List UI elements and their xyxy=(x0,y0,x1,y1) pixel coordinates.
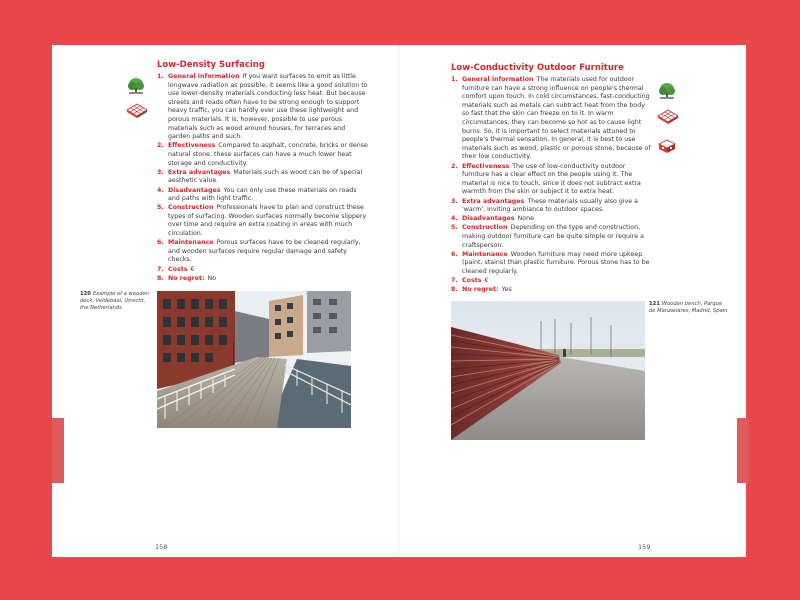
section-title: Low-Conductivity Outdoor Furniture xyxy=(451,63,624,73)
item-number: 7. xyxy=(157,265,164,273)
item-number: 7. xyxy=(451,277,458,285)
item-label: General information xyxy=(462,76,534,83)
item-label: Disadvantages xyxy=(462,215,515,223)
list-item xyxy=(157,266,369,275)
list-item xyxy=(451,277,651,286)
list-item xyxy=(451,198,651,215)
item-text: € xyxy=(484,277,489,285)
photo-caption xyxy=(80,291,155,311)
section-title: Low-Density Surfacing xyxy=(157,60,265,70)
list-item xyxy=(157,239,369,265)
item-number: 2. xyxy=(451,162,458,170)
item-label: No regret: xyxy=(168,274,205,282)
item-label: No regret: xyxy=(462,286,499,294)
tree-icon xyxy=(656,79,678,101)
list-item xyxy=(157,187,369,204)
item-list xyxy=(451,76,651,296)
item-number: 1. xyxy=(157,73,164,80)
right-page xyxy=(399,45,746,557)
item-label: Maintenance xyxy=(462,250,508,258)
list-item xyxy=(157,275,369,284)
item-label: Costs xyxy=(462,277,482,285)
list-item xyxy=(451,251,651,277)
item-label: Effectiveness xyxy=(462,162,510,170)
item-text: € xyxy=(190,265,195,273)
item-number: 5. xyxy=(451,224,458,232)
building-grid-icon xyxy=(656,107,680,125)
item-label: Construction xyxy=(462,224,508,232)
item-text: The materials used for outdoor furniture can have a strong influence on people's thermal comfort upon touch. In cold circumstances, fast-conducting materials such as metals can subtract heat from the body so fast that the skin can freeze on to it. In warm circumstances, they can become so hot as to cause light burns. So, it is important to select materials attuned to people's thermal sensation. In general, it is best to use materials such as wood, plastic or porous stone, because of their low conductivity. xyxy=(462,76,651,161)
item-text: The use of low-conductivity outdoor furniture has a clear effect on the people using it. The material is nice to touch, since it does not subtract extra warmth from the skin or subject it to extra heat. xyxy=(462,162,641,196)
caption-number: 121 xyxy=(649,301,660,307)
item-number: 2. xyxy=(157,142,164,150)
item-number: 4. xyxy=(451,215,458,223)
item-text: No xyxy=(207,274,217,282)
tree-icon xyxy=(125,74,147,96)
item-text: None xyxy=(517,215,534,223)
item-label: Effectiveness xyxy=(168,142,216,150)
item-label: Maintenance xyxy=(168,239,214,247)
item-text: These materials usually also give a 'warm', inviting ambiance to outdoor spaces. xyxy=(462,197,639,214)
item-number: 6. xyxy=(157,239,164,247)
caption-text: Wooden bench, Parque de Manzanares, Madrid, Spain xyxy=(649,301,728,314)
list-item xyxy=(157,204,369,238)
left-edge-tab xyxy=(52,418,64,483)
caption-number: 120 xyxy=(80,291,91,297)
item-label: Extra advantages xyxy=(462,197,525,205)
list-item xyxy=(157,73,369,142)
item-text: You can only use these materials on roads and paths with light traffic. xyxy=(168,186,357,203)
item-number: 5. xyxy=(157,204,164,212)
item-number: 3. xyxy=(157,168,164,176)
item-label: Construction xyxy=(168,204,214,212)
wooden-deck-photo xyxy=(157,291,351,428)
list-item xyxy=(451,215,651,224)
item-text: Materials such as wood can be of special aesthetic value. xyxy=(168,168,363,185)
item-number: 8. xyxy=(451,286,458,294)
photo-caption xyxy=(649,301,729,315)
item-text: Depending on the type and construction, making outdoor furniture can be quite simple or require a craftsperson. xyxy=(462,224,644,249)
page-number: 158 xyxy=(155,543,168,551)
item-number: 6. xyxy=(451,250,458,258)
caption-text: Example of a wooden deck, Veldebaai, Utrecht, the Netherlands xyxy=(80,291,149,311)
item-label: Disadvantages xyxy=(168,186,221,194)
item-text: Wooden furniture may need more upkeep (paint, stains) than plastic furniture. Porous stone has to be cleaned regularly. xyxy=(462,250,650,276)
item-text: Professionals have to plan and construct these types of surfacing. Wooden surfaces normally become slippery over time and require an extra coating in areas with much circulation. xyxy=(168,204,367,238)
list-item xyxy=(451,286,651,295)
list-item xyxy=(451,224,651,250)
list-item xyxy=(451,163,651,197)
list-item xyxy=(451,76,651,162)
item-text: If you want surfaces to emit as little longwave radiation as possible, it seems like a good solution to use lower-density materials conducting less heat. But because streets and roads often have to be strong enough to support heavy traffic, you can hardly ever use these lightweight and porous materials. It is, however, possible to use porous materials such as wood around houses, for terraces and garden paths and such. xyxy=(168,73,368,141)
item-list xyxy=(157,73,369,284)
list-item xyxy=(157,169,369,186)
right-edge-tab xyxy=(737,418,749,483)
item-label: Costs xyxy=(168,265,188,273)
item-text: Compared to asphalt, concrete, bricks or dense natural stone, these surfaces can have a much lower heat storage and conductivity. xyxy=(168,142,368,167)
item-label: Extra advantages xyxy=(168,168,231,176)
item-number: 8. xyxy=(157,274,164,282)
item-text: Porous surfaces have to be cleaned regularly, and wooden surfaces require regular damage and safety checks. xyxy=(168,239,361,264)
list-item xyxy=(157,142,369,168)
item-number: 1. xyxy=(451,76,458,83)
building-grid-icon xyxy=(125,101,149,119)
wooden-bench-photo xyxy=(451,301,645,440)
item-text: Yes xyxy=(501,286,512,294)
item-number: 4. xyxy=(157,186,164,194)
building-small-icon xyxy=(656,135,678,155)
page-number: 159 xyxy=(638,543,651,551)
left-page xyxy=(52,45,399,557)
item-label: General information xyxy=(168,73,240,80)
item-number: 3. xyxy=(451,197,458,205)
book-spread xyxy=(52,45,746,557)
